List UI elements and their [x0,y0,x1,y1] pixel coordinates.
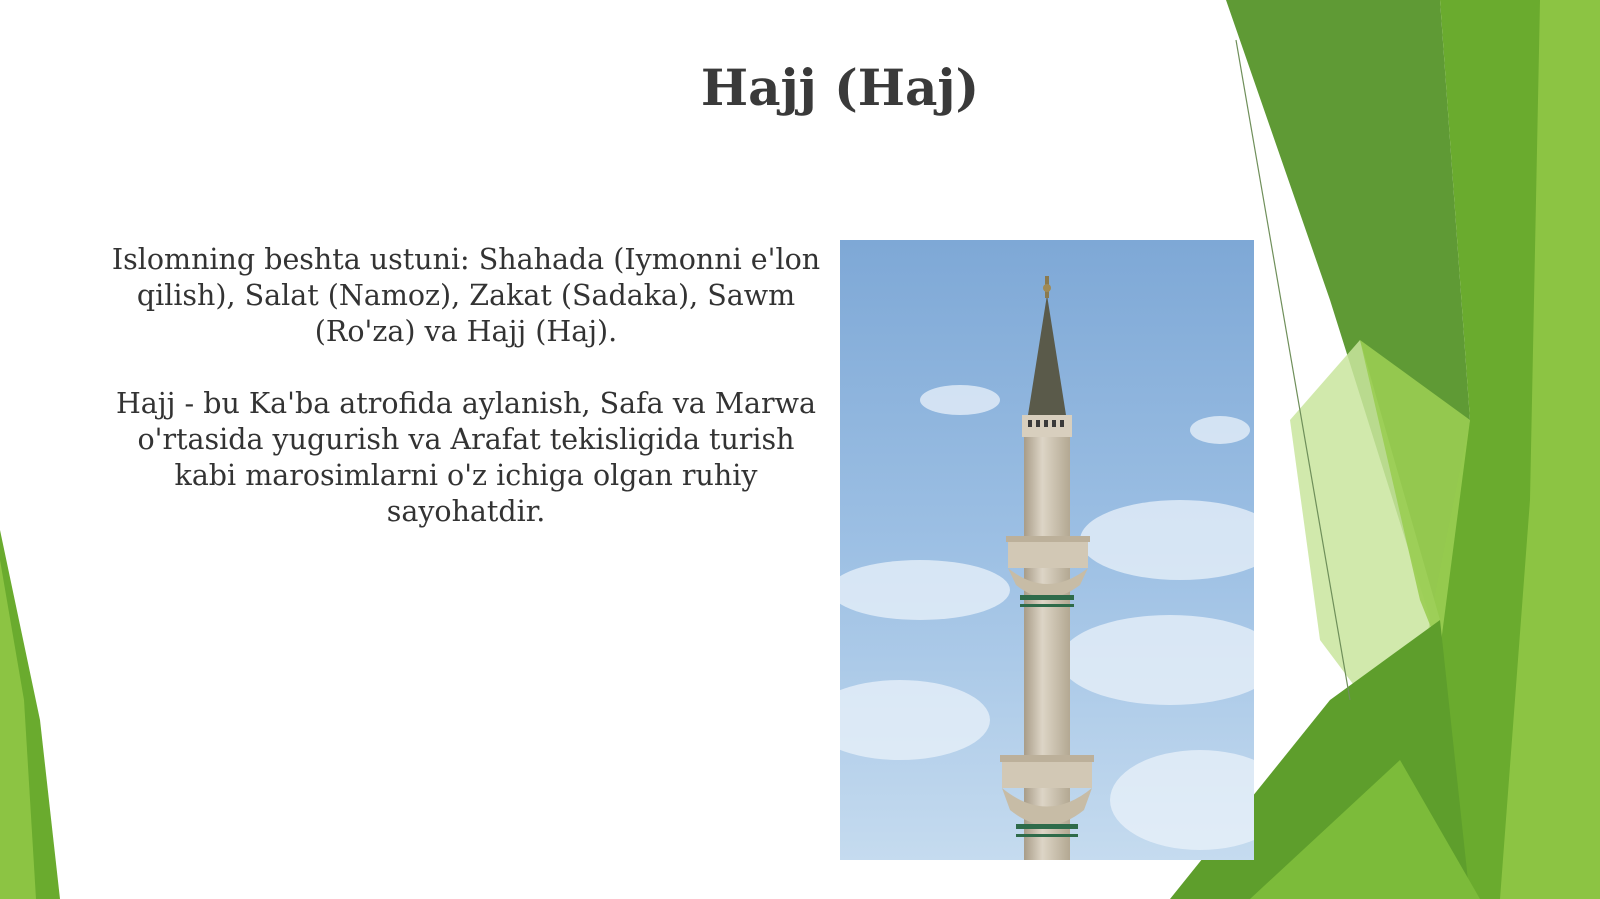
minaret-balcony-2 [1002,760,1092,788]
paragraph-pillars: Islomning beshta ustuni: Shahada (Iymonni e'lon qilish), Salat (Namoz), Zakat (Sadaka), Sawm (Ro'za) va Hajj (Haj). [111,243,821,348]
minaret-photo [840,240,1254,860]
minaret-shaft [1024,437,1070,860]
minaret-balcony-1 [1008,540,1088,568]
body-text [108,242,824,566]
paragraph-hajj: Hajj - bu Ka'ba atrofida aylanish, Safa va Marwa o'rtasida yugurish va Arafat tekisligida turish kabi marosimlarni o'z ichiga olgan ruhiy sayohatdir. [115,387,817,528]
slide-title: Hajj (Haj) [700,58,980,117]
